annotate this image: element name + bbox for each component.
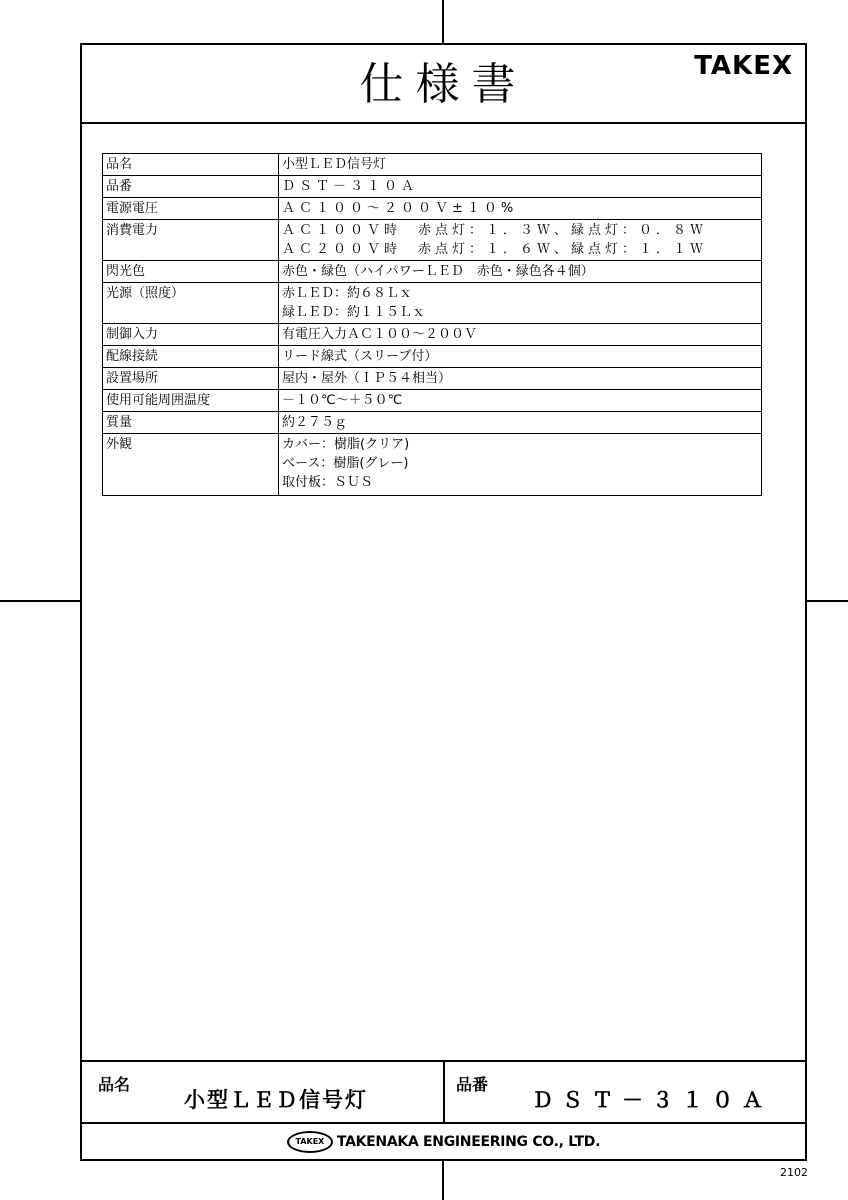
spec-label-cell bbox=[103, 283, 279, 324]
crop-mark-right bbox=[806, 600, 848, 602]
footer-name-value: 小型ＬＥＤ信号灯 bbox=[184, 1088, 368, 1112]
spec-value-line: カバー：樹脂(クリア) bbox=[282, 437, 410, 452]
company-logo-text: TAKEX bbox=[295, 1137, 325, 1146]
company-logo bbox=[287, 1131, 333, 1153]
footer-number-label: 品番 bbox=[456, 1075, 489, 1094]
spec-value-line: ＡＣ１００Ｖ時 赤点灯：１．３Ｗ、緑点灯：０．８Ｗ bbox=[282, 223, 708, 238]
spec-row bbox=[103, 368, 762, 390]
spec-value-line: ＡＣ１００～２００Ｖ±１０% bbox=[282, 201, 518, 216]
spec-value-line: 有電圧入力ＡＣ１００～２００Ｖ bbox=[282, 327, 478, 342]
document-header bbox=[82, 45, 805, 124]
spec-label: 電源電圧 bbox=[106, 201, 159, 216]
spec-value-line: －１０℃～＋５０℃ bbox=[282, 393, 403, 408]
crop-mark-top bbox=[442, 0, 444, 44]
document-footer bbox=[82, 1060, 805, 1159]
spec-label: 配線接続 bbox=[106, 349, 159, 364]
spec-value-line: 取付板：ＳＵＳ bbox=[282, 475, 374, 490]
spec-label-cell bbox=[103, 176, 279, 198]
spec-row bbox=[103, 346, 762, 368]
spec-value-cell bbox=[279, 412, 762, 434]
spec-label: 閃光色 bbox=[106, 264, 146, 279]
spec-row bbox=[103, 176, 762, 198]
spec-row bbox=[103, 324, 762, 346]
spec-value-cell bbox=[279, 154, 762, 176]
spec-value-line: リード線式（スリーブ付） bbox=[282, 349, 438, 364]
spec-value-line: 赤色・緑色（ハイパワーＬＥＤ 赤色・緑色各４個） bbox=[282, 264, 594, 279]
spec-label: 制御入力 bbox=[106, 327, 159, 342]
spec-value-cell bbox=[279, 198, 762, 220]
spec-value-line: ＤＳＴ－３１０Ａ bbox=[282, 179, 419, 194]
spec-value-cell bbox=[279, 368, 762, 390]
company-name: TAKENAKA ENGINEERING CO., LTD. bbox=[336, 1133, 601, 1150]
spec-value-cell bbox=[279, 324, 762, 346]
crop-mark-left bbox=[0, 600, 80, 602]
spec-value-line: 屋内・屋外（ＩＰ５４相当） bbox=[282, 371, 452, 386]
crop-mark-bottom bbox=[442, 1160, 444, 1200]
spec-value-cell bbox=[279, 434, 762, 496]
spec-label-cell bbox=[103, 434, 279, 496]
spec-value-line: ＡＣ２００Ｖ時 赤点灯：１．６Ｗ、緑点灯：１．１Ｗ bbox=[282, 242, 708, 257]
company-row bbox=[82, 1124, 805, 1159]
spec-value-cell bbox=[279, 261, 762, 283]
spec-row bbox=[103, 220, 762, 261]
spec-row bbox=[103, 434, 762, 496]
spec-row bbox=[103, 154, 762, 176]
spec-label: 使用可能周囲温度 bbox=[106, 393, 211, 408]
spec-value-cell bbox=[279, 220, 762, 261]
spec-row bbox=[103, 283, 762, 324]
spec-value-line: ベース：樹脂(グレー) bbox=[282, 456, 409, 471]
document-title: 仕様書 bbox=[359, 59, 528, 110]
spec-label: 設置場所 bbox=[106, 371, 159, 386]
footer-name-label: 品名 bbox=[98, 1075, 131, 1094]
spec-label: 外観 bbox=[106, 437, 133, 452]
spec-label-cell bbox=[103, 346, 279, 368]
spec-row bbox=[103, 412, 762, 434]
spec-label-cell bbox=[103, 390, 279, 412]
spec-value-line: 赤ＬＥＤ：約６８Ｌｘ bbox=[282, 286, 413, 301]
spec-value-line: 緑ＬＥＤ：約１１５Ｌｘ bbox=[282, 305, 426, 320]
spec-label-cell bbox=[103, 368, 279, 390]
spec-value-cell bbox=[279, 346, 762, 368]
spec-label: 品番 bbox=[106, 179, 133, 194]
spec-label-cell bbox=[103, 154, 279, 176]
spec-label-cell bbox=[103, 198, 279, 220]
spec-value-line: 小型ＬＥＤ信号灯 bbox=[282, 157, 387, 172]
spec-label: 質量 bbox=[106, 415, 133, 430]
spec-value-cell bbox=[279, 283, 762, 324]
brand-logo: TAKEX bbox=[694, 51, 793, 81]
spec-value-cell bbox=[279, 390, 762, 412]
spec-value-line: 約２７５ｇ bbox=[282, 415, 348, 430]
document-frame bbox=[80, 43, 807, 1161]
footer-product-row bbox=[82, 1062, 805, 1124]
spec-label: 消費電力 bbox=[106, 223, 159, 238]
spec-row bbox=[103, 198, 762, 220]
footer-number-value: ＤＳＴ－３１０Ａ bbox=[532, 1088, 772, 1112]
spec-label-cell bbox=[103, 412, 279, 434]
spec-label-cell bbox=[103, 324, 279, 346]
spec-label: 品名 bbox=[106, 157, 133, 172]
spec-value-cell bbox=[279, 176, 762, 198]
spec-label-cell bbox=[103, 220, 279, 261]
spec-table bbox=[102, 153, 762, 496]
spec-row bbox=[103, 390, 762, 412]
document-code: 2102 bbox=[780, 1166, 808, 1179]
spec-label: 光源（照度） bbox=[106, 286, 185, 301]
spec-label-cell bbox=[103, 261, 279, 283]
footer-divider bbox=[443, 1062, 445, 1124]
spec-row bbox=[103, 261, 762, 283]
